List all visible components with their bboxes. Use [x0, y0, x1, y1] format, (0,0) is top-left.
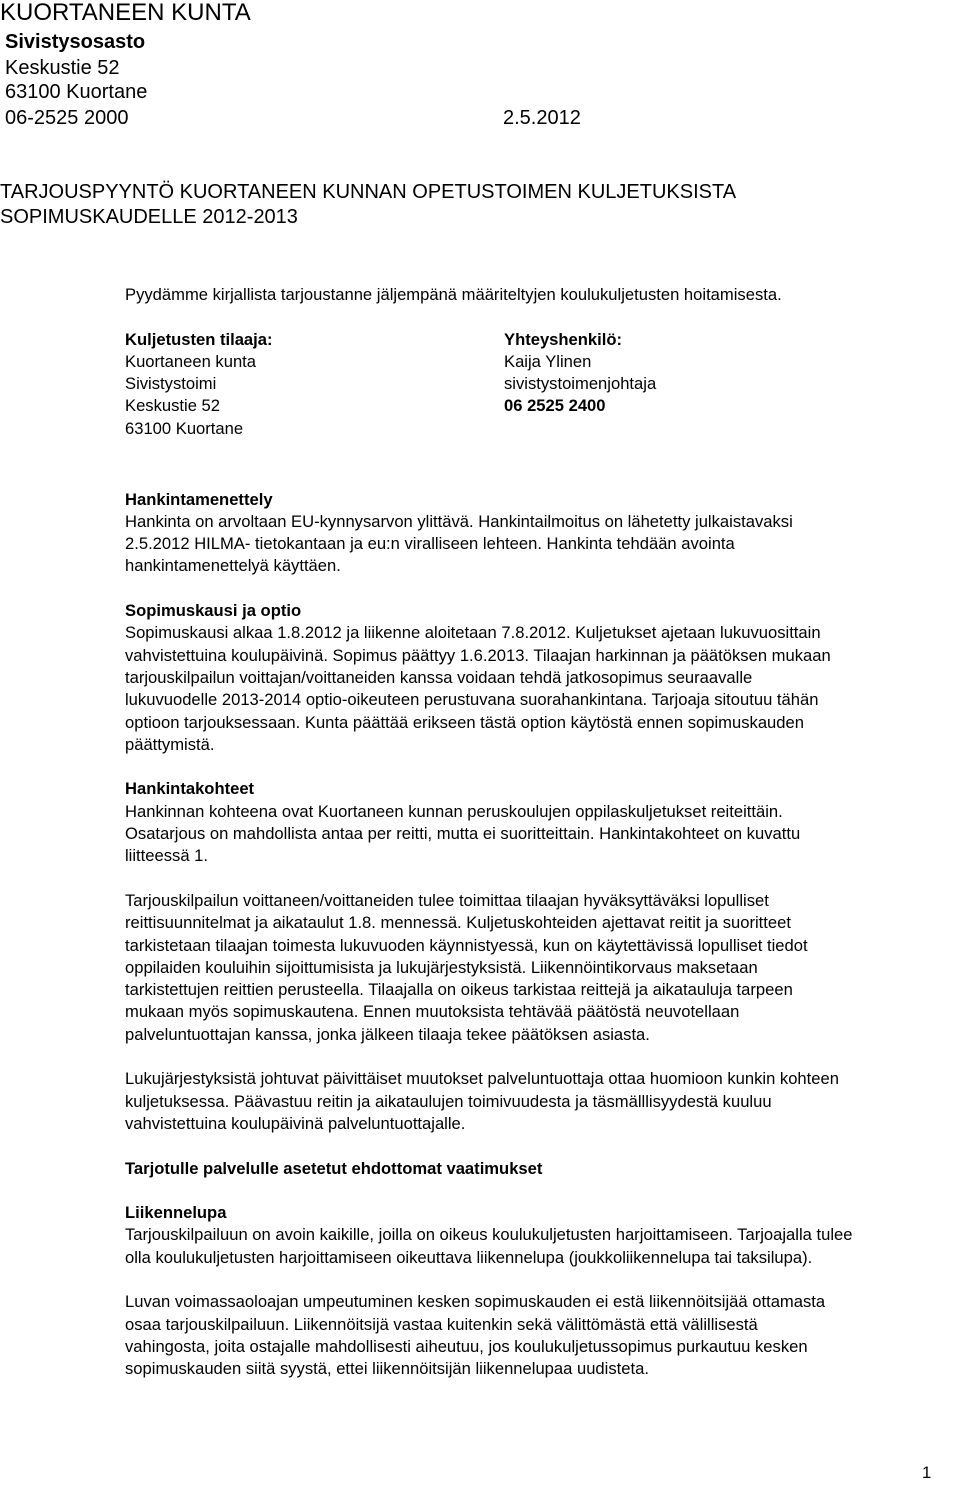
- contract-period-line: päättymistä.: [125, 734, 215, 754]
- party-info: [125, 329, 960, 463]
- orderer-street: Keskustie 52: [125, 396, 221, 416]
- license-heading: Liikennelupa: [125, 1203, 227, 1223]
- department-name: Sivistysosasto: [5, 31, 146, 53]
- contact-title: sivistystoimenjohtaja: [504, 374, 657, 394]
- targets-line: liitteessä 1.: [125, 846, 209, 866]
- procedure-line: hankintamenettelyä käyttäen.: [125, 556, 341, 576]
- targets-heading: Hankintakohteet: [125, 779, 255, 799]
- license-validity-line: vahingosta, joita ostajalle mahdollisesti aiheutuu, jos koulukuljetussopimus purkautuu kesken: [125, 1336, 808, 1356]
- routes-line: tarkistettujen reittien perusteella. Tilaajalla on oikeus tarkistaa reittejä ja aikatauluja tarpeen: [125, 980, 793, 1000]
- intro-paragraph: Pyydämme kirjallista tarjoustanne jäljempänä määriteltyjen koulukuljetusten hoitamisesta.: [125, 285, 782, 304]
- license-line: Tarjouskilpailuun on avoin kaikille, joilla on oikeus koulukuljetusten harjoittamiseen. Tarjoajalla tulee: [125, 1225, 853, 1245]
- schedule-changes-line: vahvistettuina koulupäivinä palveluntuottajalle.: [125, 1113, 466, 1133]
- contact-phone: 06 2525 2400: [504, 396, 606, 416]
- document-date: 2.5.2012: [503, 107, 581, 129]
- routes-line: oppilaiden kouluihin sijoittumisista ja lukujärjestyksistä. Liikennöintikorvaus maksetaan: [125, 957, 758, 977]
- phone-number: 06-2525 2000: [5, 107, 129, 129]
- contract-period-line: tarjouskilpailun voittajan/voittaneiden kanssa voidaan tehdä jatkosopimus seuraavalle: [125, 667, 753, 687]
- contract-period-heading: Sopimuskausi ja optio: [125, 601, 302, 621]
- organization-name: KUORTANEEN KUNTA: [0, 0, 251, 26]
- targets-line: Osatarjous on mahdollista antaa per reitti, mutta ei suoritteittain. Hankintakohteet on kuvattu: [125, 824, 801, 844]
- orderer-name: Kuortaneen kunta: [125, 351, 257, 371]
- orderer-block: [125, 329, 273, 440]
- document-title-line-2: SOPIMUSKAUDELLE 2012-2013: [0, 206, 298, 228]
- targets-line: Hankinnan kohteena ovat Kuortaneen kunnan peruskoulujen oppilaskuljetukset reiteittäin.: [125, 801, 783, 821]
- procedure-line: 2.5.2012 HILMA- tietokantaan ja eu:n viralliseen lehteen. Hankinta tehdään avointa: [125, 534, 735, 554]
- contact-block: [504, 329, 656, 418]
- page-number: 1: [922, 1463, 932, 1482]
- orderer-postal: 63100 Kuortane: [125, 418, 244, 438]
- contract-period-line: vahvistettuina koulupäivinä. Sopimus päättyy 1.6.2013. Tilaajan harkinnan ja päätöksen mukaan: [125, 645, 831, 665]
- document-title-line-1: TARJOUSPYYNTÖ KUORTANEEN KUNNAN OPETUSTOIMEN KULJETUKSISTA: [0, 181, 737, 203]
- orderer-heading: Kuljetusten tilaaja:: [125, 329, 273, 349]
- address-postal: 63100 Kuortane: [5, 81, 148, 103]
- license-validity-line: Luvan voimassaoloajan umpeutuminen kesken sopimuskauden ei estä liikennöitsijää ottamasta: [125, 1292, 826, 1312]
- schedule-changes-line: kuljetuksessa. Päävastuu reitin ja aikataulujen toimivuudesta ja täsmälllisyydestä kuuluu: [125, 1091, 772, 1111]
- address-street: Keskustie 52: [5, 57, 120, 79]
- routes-line: Tarjouskilpailun voittaneen/voittaneiden tulee toimittaa tilaajan hyväksyttäväksi lopulliset: [125, 890, 769, 910]
- routes-line: palveluntuottajan kanssa, jonka jälkeen tilaaja tekee päätöksen asiasta.: [125, 1024, 650, 1044]
- contact-heading: Yhteyshenkilö:: [504, 329, 623, 349]
- orderer-unit: Sivistystoimi: [125, 374, 217, 394]
- procedure-line: Hankinta on arvoltaan EU-kynnysarvon ylittävä. Hankintailmoitus on lähetetty julkaistavaksi: [125, 511, 793, 531]
- routes-line: reittisuunnitelmat ja aikataulut 1.8. mennessä. Kuljetuskohteiden ajettavat reitit ja suoritteet: [125, 913, 791, 933]
- license-validity-line: osaa tarjouskilpailuun. Liikennöitsijä vastaa kuitenkin sekä välittömästä että välillisestä: [125, 1314, 758, 1334]
- routes-line: tarkistetaan tilaajan toimesta lukuvuoden käynnistyessä, kun on käytettävissä lopulliset tiedot: [125, 935, 808, 955]
- requirements-heading: Tarjotulle palvelulle asetetut ehdottomat vaatimukset: [125, 1158, 543, 1178]
- contact-name: Kaija Ylinen: [504, 351, 592, 371]
- document-body: [125, 284, 960, 1380]
- license-line: olla koulukuljetusten harjoittamiseen oikeuttava liikennelupa (joukkoliikennelupa tai taksilupa).: [125, 1247, 813, 1267]
- license-validity-line: sopimuskauden siitä syystä, ettei liikennöitsijän liikennelupaa uudisteta.: [125, 1359, 649, 1379]
- contract-period-line: lukuvuodelle 2013-2014 optio-oikeuteen perustuvana suorahankintana. Tarjoaja sitoutuu tähän: [125, 690, 819, 710]
- procedure-heading: Hankintamenettely: [125, 489, 273, 509]
- contract-period-line: Sopimuskausi alkaa 1.8.2012 ja liikenne aloitetaan 7.8.2012. Kuljetukset ajetaan lukuvuosittain: [125, 623, 821, 643]
- contract-period-line: optioon tarjouksessaan. Kunta päättää erikseen tästä option käytöstä ennen sopimuskauden: [125, 712, 804, 732]
- schedule-changes-line: Lukujärjestyksistä johtuvat päivittäiset muutokset palveluntuottaja ottaa huomioon kunkin kohteen: [125, 1069, 839, 1089]
- routes-line: mukaan myös sopimuskautena. Ennen muutoksista tehtävää päätöstä neuvotellaan: [125, 1002, 740, 1022]
